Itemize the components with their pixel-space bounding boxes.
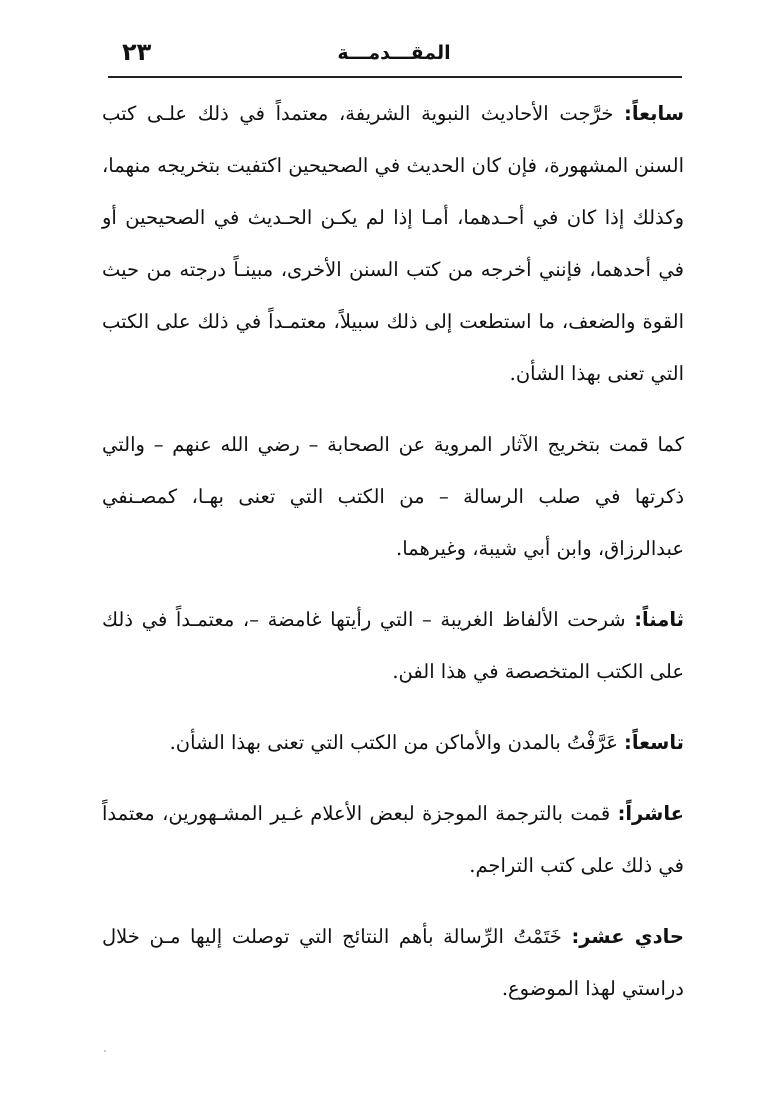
paragraph-body: قمت بالترجمة الموجزة لبعض الأعلام غـير المشـهورين، معتمداً في ذلك على كتب التراجم. <box>102 802 684 877</box>
paragraph-seventh <box>102 88 684 400</box>
paragraph-lead: عاشراً: <box>617 802 684 825</box>
chapter-title: المقـــدمـــة <box>337 42 451 64</box>
paragraph-lead: ثامناً: <box>634 608 684 631</box>
paragraph-body: عَرَّفْتُ بالمدن والأماكن من الكتب التي تعنى بهذا الشأن. <box>169 731 625 754</box>
body-text <box>102 88 684 1034</box>
paragraph-body: كما قمت بتخريج الآثار المروية عن الصحابة – رضي الله عنهم – والتي ذكرتها في صلب الرسالة – من الكتب التي تعنى بهـا، كمصـنفي عبدالرزاق، وابن أبي شيبة، وغيرهما. <box>102 433 684 560</box>
paragraph-eighth <box>102 594 684 698</box>
scan-speck <box>104 1050 106 1052</box>
paragraph-tenth <box>102 788 684 892</box>
page-header <box>108 38 680 72</box>
paragraph-body: شرحت الألفاظ الغريبة – التي رأيتها غامضة –، معتمـداً في ذلك على الكتب المتخصصة في هذا الفن. <box>102 608 684 683</box>
paragraph-body: خَتَمْتُ الرِّسالة بأهم النتائج التي توصلت إليها مـن خلال دراستي لهذا الموضوع. <box>102 925 684 1000</box>
paragraph-eleventh <box>102 911 684 1015</box>
page-number: ٢٣ <box>122 38 152 66</box>
header-divider <box>108 76 682 78</box>
paragraph-athar <box>102 419 684 575</box>
paragraph-lead: سابعاً: <box>624 102 684 125</box>
paragraph-lead: حادي عشر: <box>571 925 684 948</box>
paragraph-body: خرَّجت الأحاديث النبوية الشريفة، معتمداً في ذلك علـى كتب السنن المشهورة، فإن كان الحديث في الصحيحين اكتفيت بتخريجه منهما، وكذلك إذا كان في أحـدهما، أمـا إذا لم يكـن الحـديث في الصحيحين أو في أحدهما، فإنني أخرجه من كتب السنن الأخرى، مبينـاً درجته من حيث القوة والضعف، ما استطعت إلى ذلك سبيلاً، معتمـداً في ذلك على الكتب التي تعنى بهذا الشأن. <box>102 102 684 385</box>
paragraph-ninth <box>102 717 684 769</box>
paragraph-lead: تاسعاً: <box>624 731 684 754</box>
